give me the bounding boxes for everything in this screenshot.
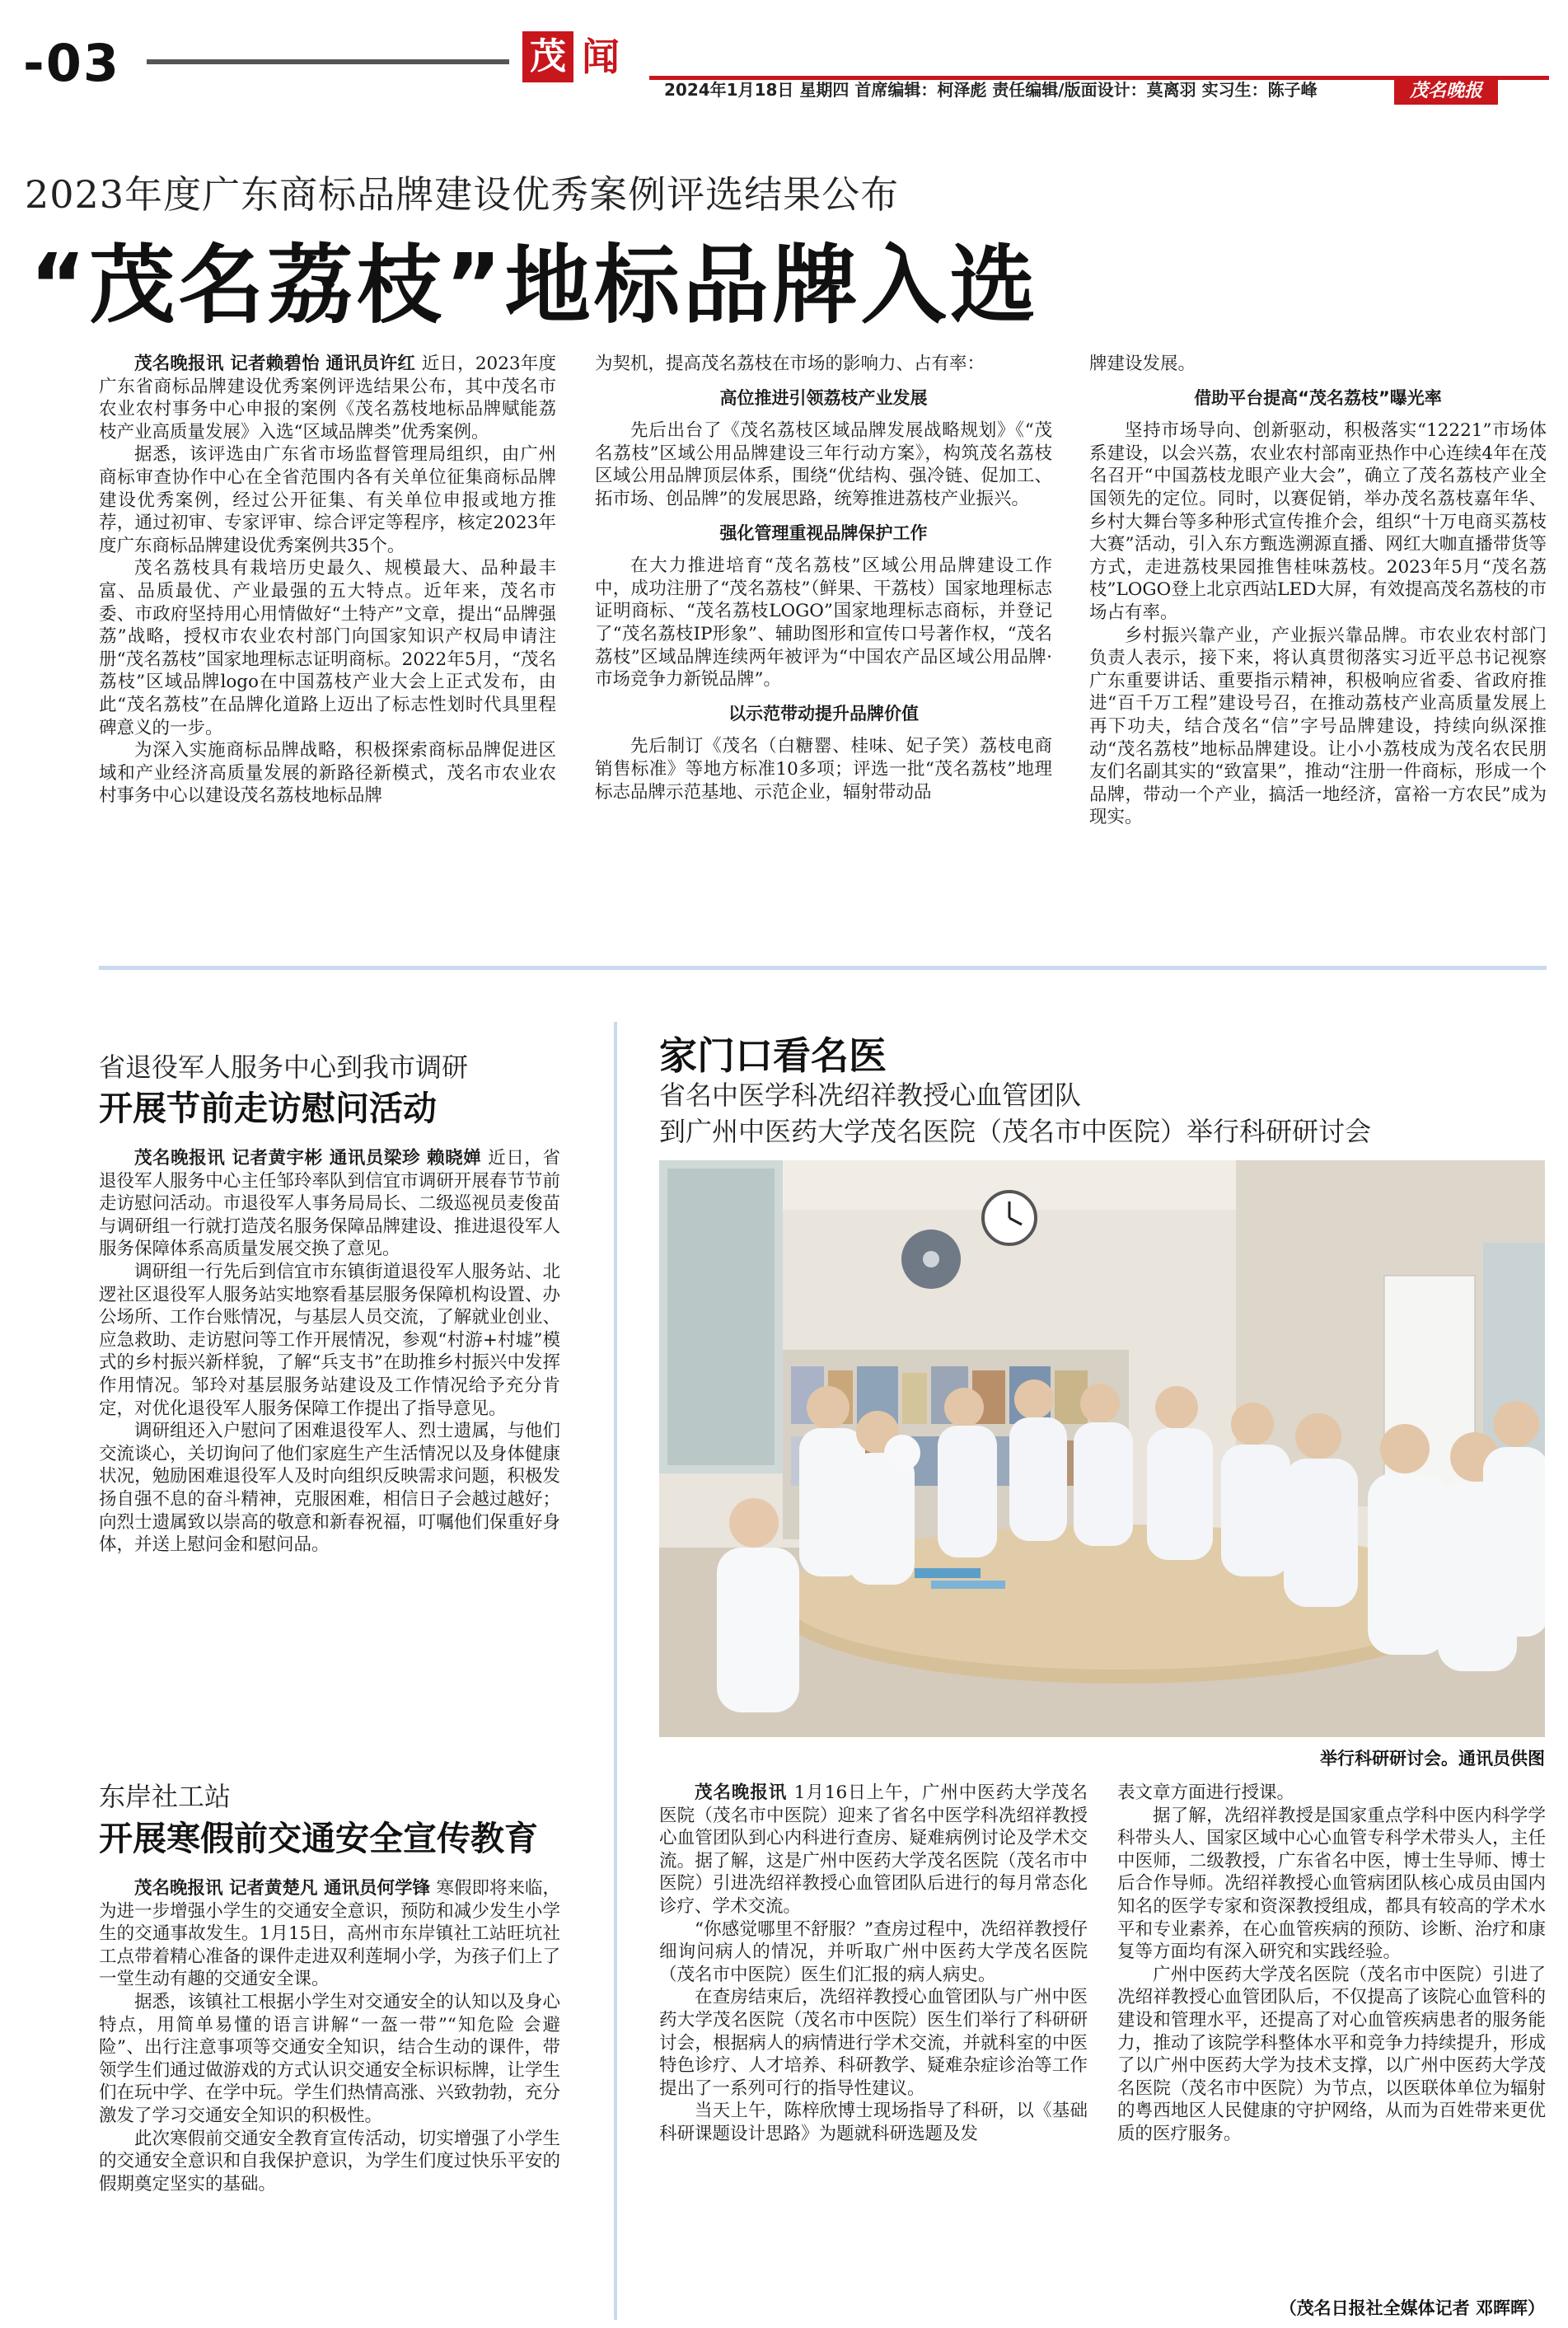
paragraph: [1117, 1805, 1546, 1964]
paragraph-text: 此次寒假前交通安全教育宣传活动，切实增强了小学生的交通安全意识和自我保护意识，为学生们度过快乐平安的假期奠定坚实的基础。: [99, 2128, 560, 2195]
feature-subtitle-2: 到广州中医药大学茂名医院（茂名市中医院）举行科研研讨会: [659, 1116, 1372, 1147]
paragraph: [1089, 419, 1547, 624]
story2-headline: 开展寒假前交通安全宣传教育: [99, 1819, 538, 1858]
paragraph-text: 调研组还入户慰问了困难退役军人、烈士遗属，与他们交流谈心，关切询问了他们家庭生产生活情况以及身体健康状况，勉励困难退役军人及时向组织反映需求问题，积极发扬自强不息的奋斗精神，克服困难，相信日子会越过越好；向烈士遗属致以崇高的敬意和新春祝福，叮嘱他们保重好身体，并送上慰问金和慰问品。: [99, 1421, 560, 1556]
paragraph: [595, 735, 1052, 803]
paragraph-text: 坚持市场导向、创新驱动，积极落实“12221”市场体系建设，以会兴荔，农业农村部南亚热作中心连续4年在茂名召开“中国荔枝龙眼产业大会”，确立了茂名荔枝产业全国领先的定位。同时，以赛促销，举办茂名荔枝嘉年华、乡村大舞台等多种形式宣传推介会，组织“十万电商买荔枝大赛”活动，引入东方甄选溯源直播、网红大咖直播带货等方式，走进荔枝果园推售桂味荔枝。2023年5月“茂名荔枝”LOGO登上北京西站LED大屏，有效提高茂名荔枝的市场占有率。: [1089, 420, 1547, 623]
paragraph: [1117, 1782, 1546, 1805]
paragraph: [99, 353, 556, 443]
lead-kicker: 2023年度广东商标品牌建设优秀案例评选结果公布: [25, 172, 900, 217]
feature-title: 家门口看名医: [659, 1033, 887, 1078]
story1-kicker: 省退役军人服务中心到我市调研: [99, 1052, 469, 1083]
paragraph-text: 调研组一行先后到信宜市东镇街道退役军人服务站、北逻社区退役军人服务站实地察看基层服务保障机构设置、办公场所、工作台账情况，与基层人员交流，了解就业创业、应急救助、走访慰问等工作开展情况，参观“村游+村墟”模式的乡村振兴新样貌，了解“兵支书”在助推乡村振兴中发挥作用情况。邹玲对基层服务站建设及工作情况给予充分肯定，对优化退役军人服务保障工作提出了指导意见。: [99, 1261, 560, 1419]
paragraph-text: 为契机，提高茂名荔枝在市场的影响力、占有率：: [595, 354, 985, 374]
story1-body: [99, 1147, 560, 1557]
paragraph-text: 据悉，该镇社工根据小学生对交通安全的认知以及身心特点，用简单易懂的语言讲解“一盔一带”“知危险 会避险”、出行注意事项等交通安全知识，结合生动的课件，带领学生们通过做游戏的方式认识交通安全标识标牌，让学生们在玩中学、在学中玩。学生们热情高涨、兴致勃勃，充分激发了学习交通安全知识的积极性。: [99, 1991, 560, 2126]
dateline: 茂名晚报讯: [695, 1782, 794, 1803]
paragraph-text: 广州中医药大学茂名医院（茂名市中医院）引进了冼绍祥教授心血管团队后，不仅提高了该院心血管科的建设和管理水平，还提高了对心血管疾病患者的服务能力，推动了该院学科整体水平和竞争力持续提升，形成了以广州中医药大学为技术支撑，以广州中医药大学茂名医院（茂名市中医院）为节点，以医联体单位为辐射的粤西地区人民健康的守护网络，从而为百姓带来更优质的医疗服务。: [1117, 1964, 1546, 2144]
paragraph: [99, 1420, 560, 1557]
paragraph-text: 1月16日上午，广州中医药大学茂名医院（茂名市中医院）迎来了省名中医学科冼绍祥教授心血管团队到心内科进行查房、疑难病例讨论及学术交流。据了解，这是广州中医药大学茂名医院（茂名市中医院）引进冼绍祥教授心血管团队后进行的每月常态化诊疗、学术交流。: [659, 1782, 1088, 1917]
paragraph-text: 为深入实施商标品牌战略，积极探索商标品牌促进区域和产业经济高质量发展的新路径新模式，茂名市农业农村事务中心以建设茂名荔枝地标品牌: [99, 740, 556, 807]
paragraph: [595, 419, 1052, 510]
paragraph: [99, 739, 556, 808]
dateline: 茂名晚报讯 记者黄楚凡 通讯员何学锋: [134, 1878, 437, 1899]
paragraph: [1089, 353, 1547, 376]
lead-column-1: [99, 353, 556, 808]
paragraph: [99, 1991, 560, 2128]
subheading: 强化管理重视品牌保护工作: [719, 522, 928, 543]
subheading: 借助平台提高“茂名荔枝”曝光率: [1194, 387, 1442, 408]
paragraph: [1089, 625, 1547, 829]
paragraph-text: 先后出台了《茂名荔枝区域品牌发展战略规划》《“茂名荔枝”区域公用品牌建设三年行动方案》，构筑茂名荔枝区域公用品牌顶层体系，围绕“优结构、强冷链、促加工、拓市场、创品牌”的发展思路，统筹推进荔枝产业振兴。: [595, 420, 1052, 509]
paragraph: [99, 1261, 560, 1420]
paragraph-text: 表文章方面进行授课。: [1117, 1782, 1295, 1803]
header-info: 2024年1月18日 星期四 首席编辑：柯泽彪 责任编辑/版面设计：莫离羽 实习生：陈子峰: [664, 80, 1318, 100]
feature-subtitle-1: 省名中医学科冼绍祥教授心血管团队: [659, 1080, 1082, 1111]
lead-headline: “茂名荔枝”地标品牌入选: [30, 235, 1039, 335]
dateline: 茂名晚报讯 记者黄宇彬 通讯员梁珍 赖晓婵: [134, 1148, 489, 1169]
photo-caption: 举行科研研讨会。通讯员供图: [1320, 1749, 1545, 1768]
story2-body: [99, 1877, 560, 2195]
header-rule: [147, 59, 509, 64]
feature-column-1: [659, 1782, 1088, 2146]
column-divider: [614, 1022, 617, 2320]
page-number: -03: [23, 33, 121, 93]
dateline: 茂名晚报讯 记者赖碧怡 通讯员许红: [134, 354, 422, 374]
paragraph-text: 寒假即将来临，为进一步增强小学生的交通安全意识，预防和减少发生小学生的交通事故发生。1月15日，高州市东岸镇社工站旺坑社工点带着精心准备的课件走进双利莲垌小学，为孩子们上了一堂生动有趣的交通安全课。: [99, 1878, 560, 1990]
paragraph-text: 近日，2023年度广东省商标品牌建设优秀案例评选结果公布，其中茂名市农业农村事务中心申报的案例《茂名荔枝地标品牌赋能荔枝产业高质量发展》入选“区域品牌类”优秀案例。: [99, 354, 556, 443]
feature-byline: （茂名日报社全媒体记者 邓晖晖）: [1279, 2298, 1545, 2318]
paragraph: [99, 557, 556, 739]
paragraph-text: 先后制订《茂名（白糖罂、桂味、妃子笑）荔枝电商销售标准》等地方标准10多项；评选一批“茂名荔枝”地理标志品牌示范基地、示范企业，辐射带动品: [595, 736, 1052, 803]
paragraph: [595, 353, 1052, 376]
paragraph-text: 在大力推进培育“茂名荔枝”区域公用品牌建设工作中，成功注册了“茂名荔枝”（鲜果、干荔枝）国家地理标志证明商标、“茂名荔枝LOGO”国家地理标志商标，并登记了“茂名荔枝IP形象”、辅助图形和宣传口号著作权，“茂名荔枝”区域品牌连续两年被评为“中国农产品区域公用品牌·市场竞争力新锐品牌”。: [595, 555, 1052, 691]
paragraph: [99, 1877, 560, 1991]
section-mark-2: 闻: [582, 35, 620, 79]
paragraph: [99, 1147, 560, 1261]
paragraph-text: 据了解，冼绍祥教授是国家重点学科中医内科学学科带头人、国家区域中心心血管专科学术带头人，主任中医师，二级教授，广东省名中医，博士生导师、博士后合作导师。冼绍祥教授心血管病团队核心成员由国内知名的医学专家和资深教授组成，都具有较高的学术水平和专业素养，在心血管疾病的预防、诊断、治疗和康复等方面均有深入研究和实践经验。: [1117, 1805, 1546, 1963]
paragraph-text: 近日，省退役军人服务中心主任邹玲率队到信宜市调研开展春节节前走访慰问活动。市退役军人事务局局长、二级巡视员麦俊苗与调研组一行就打造茂名服务保障品牌建设、推进退役军人服务保障体系高质量发展交换了意见。: [99, 1148, 560, 1260]
paragraph: [595, 555, 1052, 691]
paragraph: [659, 1918, 1088, 1987]
paragraph: [99, 443, 556, 557]
paragraph-text: 牌建设发展。: [1089, 354, 1196, 374]
paragraph: [1117, 1964, 1546, 2146]
paragraph: [659, 2100, 1088, 2145]
subheading: 以示范带动提升品牌价值: [728, 703, 919, 724]
subheading: 高位推进引领荔枝产业发展: [719, 387, 928, 408]
story2-kicker: 东岸社工站: [99, 1781, 232, 1812]
paragraph-text: 当天上午，陈梓欣博士现场指导了科研，以《基础科研课题设计思路》为题就科研选题及发: [659, 2101, 1088, 2144]
meeting-photo: [659, 1160, 1545, 1737]
paragraph-text: 在查房结束后，冼绍祥教授心血管团队与广州中医药大学茂名医院（茂名市中医院）医生们举行了科研研讨会，根据病人的病情进行学术交流，并就科室的中医特色诊疗、人才培养、科研教学、疑难杂症诊治等工作提出了一系列可行的指导性建议。: [659, 1987, 1088, 2099]
section-mark-1: 茂: [522, 31, 573, 82]
story1-headline: 开展节前走访慰问活动: [99, 1089, 437, 1128]
paragraph-text: 茂名荔枝具有栽培历史最久、规模最大、品种最丰富、品质最优、产业最强的五大特点。近年来，茂名市委、市政府坚持用心用情做好“土特产”文章，提出“品牌强荔”战略，授权市农业农村部门向国家知识产权局申请注册“茂名荔枝”国家地理标志证明商标。2022年5月，“茂名荔枝”区域品牌logo在中国荔枝产业大会上正式发布，由此“茂名荔枝”在品牌化道路上迈出了标志性划时代具里程碑意义的一步。: [99, 558, 556, 738]
section-divider: [99, 966, 1547, 970]
paragraph: [659, 1782, 1088, 1918]
feature-column-2: [1117, 1782, 1546, 2146]
lead-column-3: [1089, 353, 1547, 829]
paragraph-text: “你感觉哪里不舒服？”查房过程中，冼绍祥教授仔细询问病人的情况，并听取广州中医药大学茂名医院（茂名市中医院）医生们汇报的病人病史。: [659, 1918, 1088, 1985]
paragraph: [99, 2128, 560, 2196]
paragraph: [659, 1986, 1088, 2100]
lead-column-2: [595, 353, 1052, 803]
newspaper-logo: 茂名晚报: [1394, 77, 1498, 105]
paragraph-text: 乡村振兴靠产业，产业振兴靠品牌。市农业农村部门负责人表示，接下来，将认真贯彻落实习近平总书记视察广东重要讲话、重要指示精神，积极响应省委、省政府推进“百千万工程”建设号召，在推动荔枝产业高质量发展上再下功夫，结合茂名“信”字号品牌建设，持续向纵深推动“茂名荔枝”地标品牌建设。让小小荔枝成为茂名农民朋友们名副其实的“致富果”，推动“注册一件商标，形成一个品牌，带动一个产业，搞活一地经济，富裕一方农民”成为现实。: [1089, 625, 1547, 828]
paragraph-text: 据悉，该评选由广东省市场监督管理局组织，由广州商标审查协作中心在全省范围内各有关单位征集商标品牌建设优秀案例，经过公开征集、有关单位申报或地方推荐，通过初审、专家评审、综合评定等程序，核定2023年度广东商标品牌建设优秀案例共35个。: [99, 444, 556, 556]
